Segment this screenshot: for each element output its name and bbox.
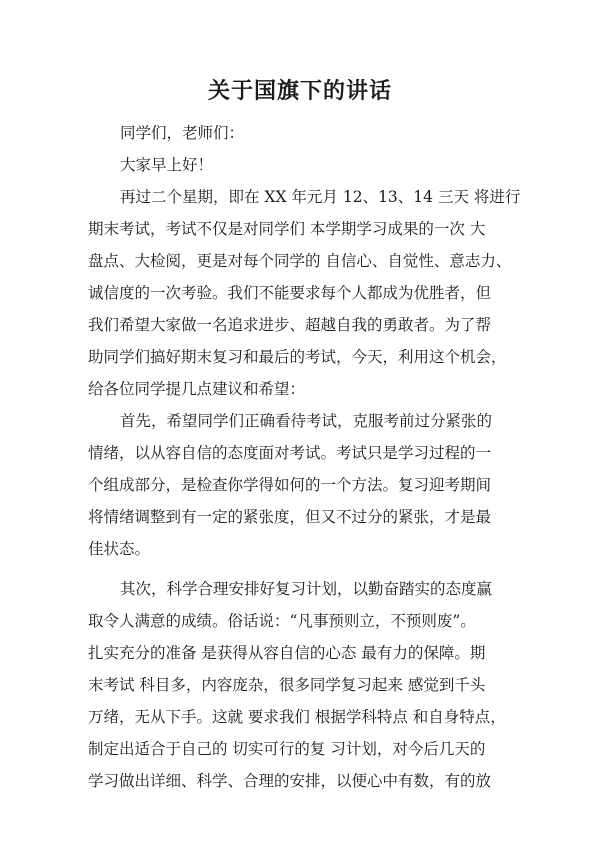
paragraph-line: 个组成部分，是检查你学得如何的一个方法。复习迎考期间 (88, 476, 492, 494)
document-title: 关于国旗下的讲话 (207, 78, 392, 104)
paragraph-line: 我们希望大家做一名追求进步、超越自我的勇敢者。为了帮 (88, 316, 492, 334)
paragraph-line: 盘点、大检阅，更是对每个同学的 自信心、自觉性、意志力、 (88, 252, 512, 270)
paragraph-line: 助同学们搞好期末复习和最后的考试，今天，利用这个机会， (88, 348, 507, 366)
paragraph-line: 扎实充分的准备 是获得从容自信的心态 最有力的保障。期 (88, 644, 486, 662)
paragraph-line: 情绪，以从容自信的态度面对考试。考试只是学习过程的一 (88, 444, 492, 462)
greeting-line: 大家早上好！ (120, 156, 214, 174)
paragraph-line: 再过二个星期，即在 XX 年元月 12、13、14 三天 将进行 (120, 188, 521, 206)
paragraph-line: 给各位同学提几点建议和希望： (88, 380, 306, 398)
paragraph-line: 万绪，无从下手。这就 要求我们 根据学科特点 和自身特点， (88, 708, 506, 726)
paragraph-line: 佳状态。 (88, 540, 151, 558)
paragraph-line: 将情绪调整到有一定的紧张度，但又不过分的紧张，才是最 (88, 508, 492, 526)
paragraph-line: 首先，希望同学们正确看待考试，克服考前过分紧张的 (120, 412, 493, 430)
salutation-line: 同学们，老师们： (120, 124, 245, 142)
paragraph-line: 学习做出详细、科学、合理的安排，以便心中有数，有的放 (88, 772, 492, 790)
paragraph-line: 其次，科学合理安排好复习计划，以勤奋踏实的态度赢 (120, 580, 493, 598)
paragraph-line: 诚信度的一次考验。我们不能要求每个人都成为优胜者，但 (88, 284, 492, 302)
paragraph-line: 期末考试，考试不仅是对同学们 本学期学习成果的一次 大 (88, 220, 486, 238)
paragraph-line: 末考试 科目多，内容庞杂，很多同学复习起来 感觉到千头 (88, 676, 486, 694)
paragraph-line: 制定出适合于自己的 切实可行的复 习计划，对今后几天的 (88, 740, 486, 758)
paragraph-line: 取令人满意的成绩。俗话说：“凡事预则立，不预则废”。 (88, 612, 476, 630)
